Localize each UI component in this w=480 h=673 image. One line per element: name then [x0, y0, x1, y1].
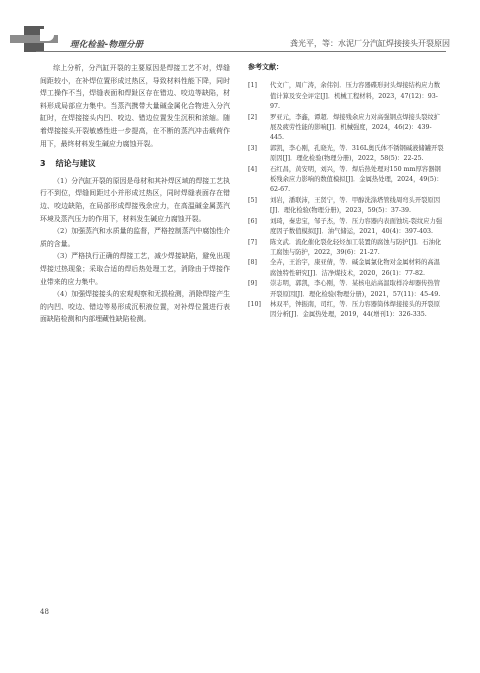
reference-item	[248, 258, 444, 279]
conclusion-item-4: （4）加强焊接接头的宏观观察和无损检测，消除焊接产生的内凹、咬边、错边等易形成沉积液位置，对补焊位置进行表面缺陷检测和内部埋藏性缺陷检测。	[40, 290, 230, 324]
reference-number: [1]	[248, 82, 257, 90]
reference-number: [7]	[248, 238, 257, 246]
running-title: 龚光平，等：水泥厂分汽缸焊接接头开裂原因	[290, 39, 450, 48]
reference-text: 刘岩，潘联沛，王贤宁，等．甲醇洗涤塔管线周弯头开裂原因[J]．理化检验(物理分册)，2023，59(5)：37-39.	[270, 196, 441, 215]
references-title: 参考文献：	[248, 63, 283, 71]
header-divider	[36, 51, 446, 52]
reference-text: 全卉，王治宇，康亚倩，等．碱金属氯化物对金属材料的高温腐蚀特性研究[J]．洁净煤技术，2020，26(1)：77-82.	[270, 259, 441, 277]
conclusion-item-3: （3）严格执行正确的焊接工艺，减少焊接缺陷，避免出现焊接过热现象；采取合适的焊后热处理工艺，消除由于焊接作业带来的应力集中。	[40, 252, 230, 286]
reference-text: 郭凯，李心刚，孔晓光，等．316L奥氏体不锈钢碱液储罐开裂原因[J]．理化检验(物理分册)，2022，58(5)：22-25.	[270, 144, 444, 163]
reference-text: 罗亚元，李鑫，谭超．焊接残余应力对高强钢点焊接头裂纹扩展及疲劳性能的影响[J]．机械强度，2024，46(2)：439-445.	[270, 113, 441, 142]
journal-name: 理化检验-物理分册	[70, 40, 144, 50]
journal-logo-icon	[10, 26, 72, 54]
section-number: 3	[40, 159, 46, 169]
reference-item	[248, 300, 444, 321]
references-column	[248, 62, 444, 321]
reference-number: [2]	[248, 113, 257, 121]
reference-text: 崇志明，郭凯，李心刚，等．某核电站高温取样冷却器传热管开裂原因[J]．理化检验(物理分册)，2021，57(11)：45-49.	[270, 280, 441, 298]
reference-number: [6]	[248, 217, 257, 225]
left-column	[40, 62, 230, 326]
reference-text: 代文广，周广涛，余伟钊．压力容器碟形封头焊接结构应力数值计算及安全评定[J]．机械工程材料，2023，47(12)：93-97.	[270, 82, 441, 111]
reference-number: [5]	[248, 196, 257, 204]
reference-text: 刘琦，秦忠宝，邹子杰，等．压力容器内表面蚀坑-裂纹应力强度因子数值模拟[J]．油气储运，2021，40(4)：397-403.	[270, 217, 443, 236]
conclusion-item-2: （2）加强蒸汽和水质量的监督，严格控制蒸汽中腐蚀性介质的含量。	[40, 227, 230, 248]
reference-item	[248, 113, 444, 144]
conclusion-paragraph: 综上分析，分汽缸开裂的主要原因是焊接工艺不对，焊缝间距较小，在补焊位置形成过热区，导致材料性能下降，同时焊工操作不当，焊缝表面和焊趾区存在错边、咬边等缺陷，材料形成局部应力集中。当蒸汽携带大量碱金属化合物进入分汽缸时，在焊接接头内凹、咬边、错边位置发生沉积和浓缩。随着焊接接头开裂敏感性进一步提高，在不断的蒸汽冲击载荷作用下，最终材料发生碱应力腐蚀开裂。	[40, 64, 230, 148]
section-heading	[40, 158, 230, 171]
reference-item	[248, 81, 444, 112]
reference-number: [4]	[248, 165, 257, 173]
reference-item	[248, 217, 444, 238]
reference-item	[248, 144, 444, 165]
reference-number: [3]	[248, 144, 257, 152]
reference-number: [9]	[248, 280, 257, 288]
reference-item	[248, 196, 444, 217]
reference-text: 石红昌，黄安明，刘兴，等．焊后热处理对150 mm厚容器钢板残余应力影响的数值模拟[J]．金属热处理，2024，49(5)：62-67.	[270, 165, 443, 194]
reference-item	[248, 238, 444, 259]
reference-text: 林双平，钟振南，司红，等．压力容器筒体焊接接头的开裂原因分析[J]．金属热处理，2019，44(增刊1)：326-335.	[270, 300, 441, 319]
reference-number: [10]	[248, 300, 261, 308]
reference-list	[248, 81, 444, 320]
reference-text: 陈文武．流化催化裂化轻烃加工装置的腐蚀与防护[J]．石油化工腐蚀与防护，2022，39(6)：21-27.	[270, 238, 442, 256]
reference-item	[248, 165, 444, 196]
page-number: 48	[40, 608, 49, 616]
reference-item	[248, 279, 444, 300]
section-title: 结论与建议	[55, 159, 96, 169]
conclusion-item-1: （1）分汽缸开裂的原因是母材和其补焊区域的焊接工艺执行不到位，焊缝间距过小并形成过热区，同时焊缝表面存在错边、咬边缺陷，在局部形成焊接残余应力，在高温碱金属蒸汽环境及蒸汽压力的作用下，材料发生碱应力腐蚀开裂。	[40, 176, 230, 223]
reference-number: [8]	[248, 259, 257, 267]
